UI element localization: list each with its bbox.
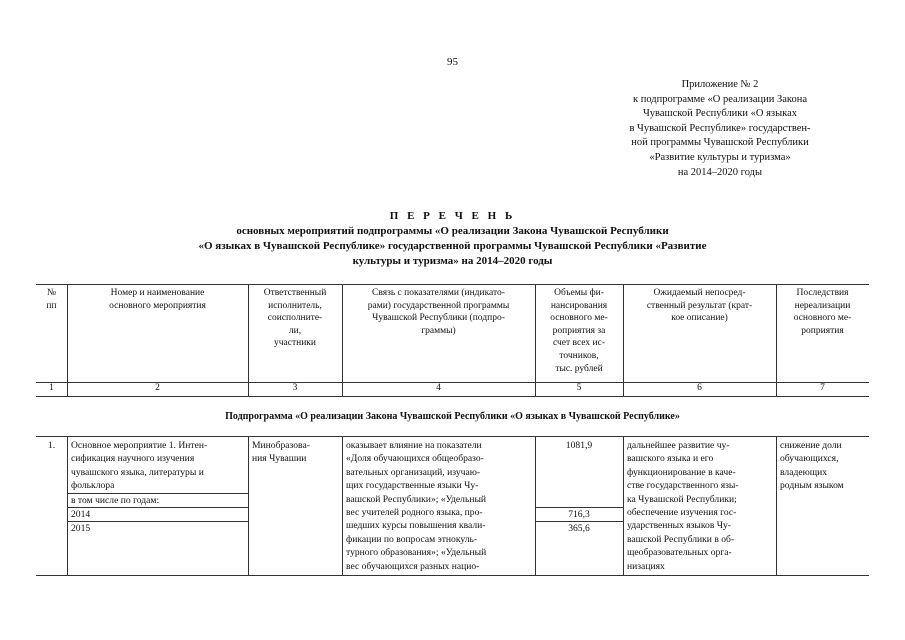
column-number: 2 [155,383,160,393]
text-line: низациях [627,560,665,572]
appendix-note [585,78,855,180]
text-line: функционирование в каче- [627,466,736,478]
text-line: роприятия [801,325,844,336]
appendix-line: на 2014–2020 годы [677,166,763,178]
text-line: вашской Республики в об- [627,533,735,545]
header-cell-result [623,284,776,382]
text-line: исполнитель, [268,300,322,311]
measure-name [71,439,244,493]
document-subtitle [90,224,815,269]
column-number: 1 [49,383,54,393]
text-line: Связь с показателями (индикато- [372,288,505,298]
text-line: дальнейшее развитие чу- [627,440,730,451]
header-cell-number [36,284,67,382]
text-line: ния Чувашии [252,453,307,465]
text-line: ли, [288,325,302,336]
text-line: родным языком [780,480,844,492]
header-cell-volume [535,284,623,382]
text-line: Ожидаемый непосред- [653,288,746,298]
text-line: турного образования»; «Удельный [346,547,487,559]
subtitle-line: «О языках в Чувашской Республике» государственной программы Чувашской Республики «Развитие [198,240,707,252]
text-line: № [46,288,57,298]
text-line: Ответственный [263,288,327,298]
text-line: вашского языка и его [627,453,714,465]
text-line: вашской Республики»; «Удельный [346,493,487,505]
column-number: 4 [436,383,441,393]
subtitle-line: культуры и туризма» на 2014–2020 годы [352,255,553,267]
text-line: тыс. рублей [555,363,603,374]
text-line: нансирования [550,300,608,311]
text-line: Минобразова- [252,440,310,451]
text-line: основного ме- [550,313,608,324]
volume-total: 1081,9 [565,440,593,451]
page-number: 95 [447,56,458,68]
column-number: 3 [292,383,298,393]
text-line: оказывает влияние на показатели [346,440,482,451]
text-line: соисполните- [267,313,323,324]
text-line: нереализации [794,300,851,311]
text-line: щих государственные языки Чу- [346,480,479,492]
text-line: кое описание) [671,313,728,324]
text-line: Основное мероприятие 1. Интен- [71,440,208,451]
section-title: Подпрограмма «О реализации Закона Чувашской Республики «О языках в Чувашской Республике» [225,411,680,422]
text-line: владеющих [780,466,828,478]
text-line: обучающихся, [780,453,839,465]
header-cell-name [67,284,248,382]
subtitle-line: основных мероприятий подпрограммы «О реализации Закона Чувашской Республики [236,225,669,237]
column-number: 7 [820,383,825,393]
text-line: ударственных языков Чу- [627,520,731,532]
text-line: счет всех ис- [553,338,605,349]
text-line: Объемы фи- [554,288,604,298]
row-number: 1. [47,440,56,451]
text-line: стве государственного язы- [627,480,739,492]
text-line: вес учителей родного языка, про- [346,507,483,519]
text-line: ка Чувашской Республики; [627,493,737,505]
appendix-line: ной программы Чувашской Республики [631,137,809,149]
year-2014: 2014 [71,509,91,520]
text-line: основного мероприятия [109,300,206,311]
text-line: Последствия [796,288,849,298]
text-line: точников, [559,350,599,361]
text-line: Чувашской Республики (подпро- [372,313,505,324]
document-title: П Е Р Е Ч Е Н Ь [389,210,516,222]
text-line: щеобразовательных орга- [627,547,732,559]
by-years-label: в том числе по годам: [71,495,160,506]
text-line: фольклора [71,480,115,492]
header-cell-indicators [342,284,535,382]
volume-2014: 716,3 [568,509,590,520]
text-line: шедших курсы повышения квали- [346,520,486,532]
table-header [36,284,869,382]
text-line: вательных организаций, изучаю- [346,466,481,478]
appendix-line: «Развитие культуры и туризма» [649,151,791,163]
executor [252,439,340,466]
text-line: вес обучающихся разных нацио- [346,560,480,572]
volume-2015: 365,6 [568,523,590,534]
text-line: рами) государственной программы [367,300,510,311]
text-line: роприятия за [552,325,606,336]
text-line: фикации по вопросам этнокуль- [346,533,478,545]
expected-result [627,439,773,573]
text-line: основного ме- [793,313,852,324]
appendix-line: Приложение № 2 [681,79,759,90]
text-line: «Доля обучающихся общеобразо- [346,453,484,465]
text-line: снижение доли [780,440,842,451]
column-number: 5 [576,383,582,393]
header-cell-executor [248,284,342,382]
text-line: чувашского языка, литературы и [71,466,204,478]
appendix-line: в Чувашской Республике» государствен- [629,122,811,134]
consequences [780,439,868,493]
appendix-line: к подпрограмме «О реализации Закона [633,93,807,105]
header-cell-consequences [776,284,869,382]
text-line: ственный результат (крат- [646,300,753,311]
year-2015: 2015 [71,523,91,534]
indicators-text [346,439,531,573]
text-line: Номер и наименование [110,288,205,298]
text-line: обеспечение изучения гос- [627,507,737,519]
text-line: участники [274,338,316,349]
text-line: сификация научного изучения [71,453,195,465]
appendix-line: Чувашской Республики «О языках [642,108,797,120]
text-line: граммы) [421,325,456,336]
text-line: пп [46,300,57,311]
column-number: 6 [697,383,702,393]
